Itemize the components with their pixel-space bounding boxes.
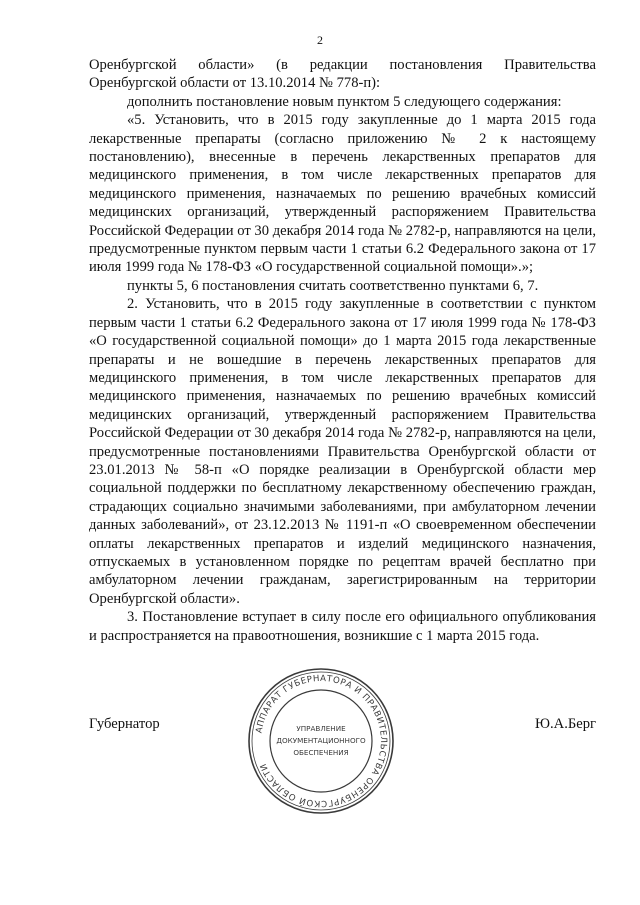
official-seal-stamp [246,666,396,816]
paragraph: Оренбургской области» (в редакции постановления Правительства Оренбургской области от 13.10.2014 № 778-п): [89,57,596,92]
page-number: 2 [317,33,323,47]
paragraph: пункты 5, 6 постановления считать соответственно пунктами 6, 7. [127,277,539,294]
seal-inner-line: УПРАВЛЕНИЕ [296,724,346,733]
seal-outer-text: АППАРАТ ГУБЕРНАТОРА И ПРАВИТЕЛЬСТВА ОРЕНБУРГСКОЙ ОБЛАСТИ [254,673,389,809]
paragraph: «5. Установить, что в 2015 году закупленные до 1 марта 2015 года лекарственные препараты (согласно приложению № 2 к настоящему постановлению), внесенные в перечень лекарственных препаратов для медицинского применения, в том числе лекарственных препаратов для медицинского применения, назначаемых по решению врачебных комиссий медицинских организаций, утвержденный распоряжением Правительства Российской Федерации от 30 декабря 2014 года № 2782-р, направляются на цели, предусмотренные пунктом первым части 1 статьи 6.2 Федерального закона от 17 июля 1999 года № 178-ФЗ «О государственной социальной помощи».»; [89,112,596,276]
seal-inner-line: ДОКУМЕНТАЦИОННОГО [276,736,366,745]
seal-inner-line: ОБЕСПЕЧЕНИЯ [293,748,349,757]
paragraph: 2. Установить, что в 2015 году закупленные в соответствии с пунктом первым части 1 статьи 6.2 Федерального закона от 17 июля 1999 года № 178-ФЗ «О государственной социальной помощи» до 1 марта 2015 года лекарственные препараты и не вошедшие в перечень лекарственных препаратов для медицинского применения, в том числе лекарственных препаратов для медицинского применения, назначаемых по решению врачебных комиссий медицинских организаций, утвержденный распоряжением Правительства Российской Федерации от 30 декабря 2014 года № 2782-р, направляются на цели, предусмотренные постановлениями Правительства Оренбургской области от 23.01.2013 № 58-п «О порядке реализации в Оренбургской области мер социальной поддержки по бесплатному лекарственному обеспечению граждан, страдающих социально значимыми заболеваниями, при амбулаторном лечении данных заболеваний», от 23.12.2013 № 1191-п «О своевременном обеспечении оплаты лекарственных препаратов и изделий медицинского назначения, отпускаемых в установленном порядке по рецептам врачей бесплатно при амбулаторном лечении гражданам, зарегистрированным на территории Оренбургской области». [89,296,596,607]
paragraph: 3. Постановление вступает в силу после его официального опубликования и распространяется на правоотношения, возникшие с 1 марта 2015 года. [89,609,596,644]
signatory-name: Ю.А.Берг [535,716,596,732]
document-body [89,56,596,645]
paragraph: дополнить постановление новым пунктом 5 следующего содержания: [127,93,562,110]
signatory-position: Губернатор [89,716,160,732]
